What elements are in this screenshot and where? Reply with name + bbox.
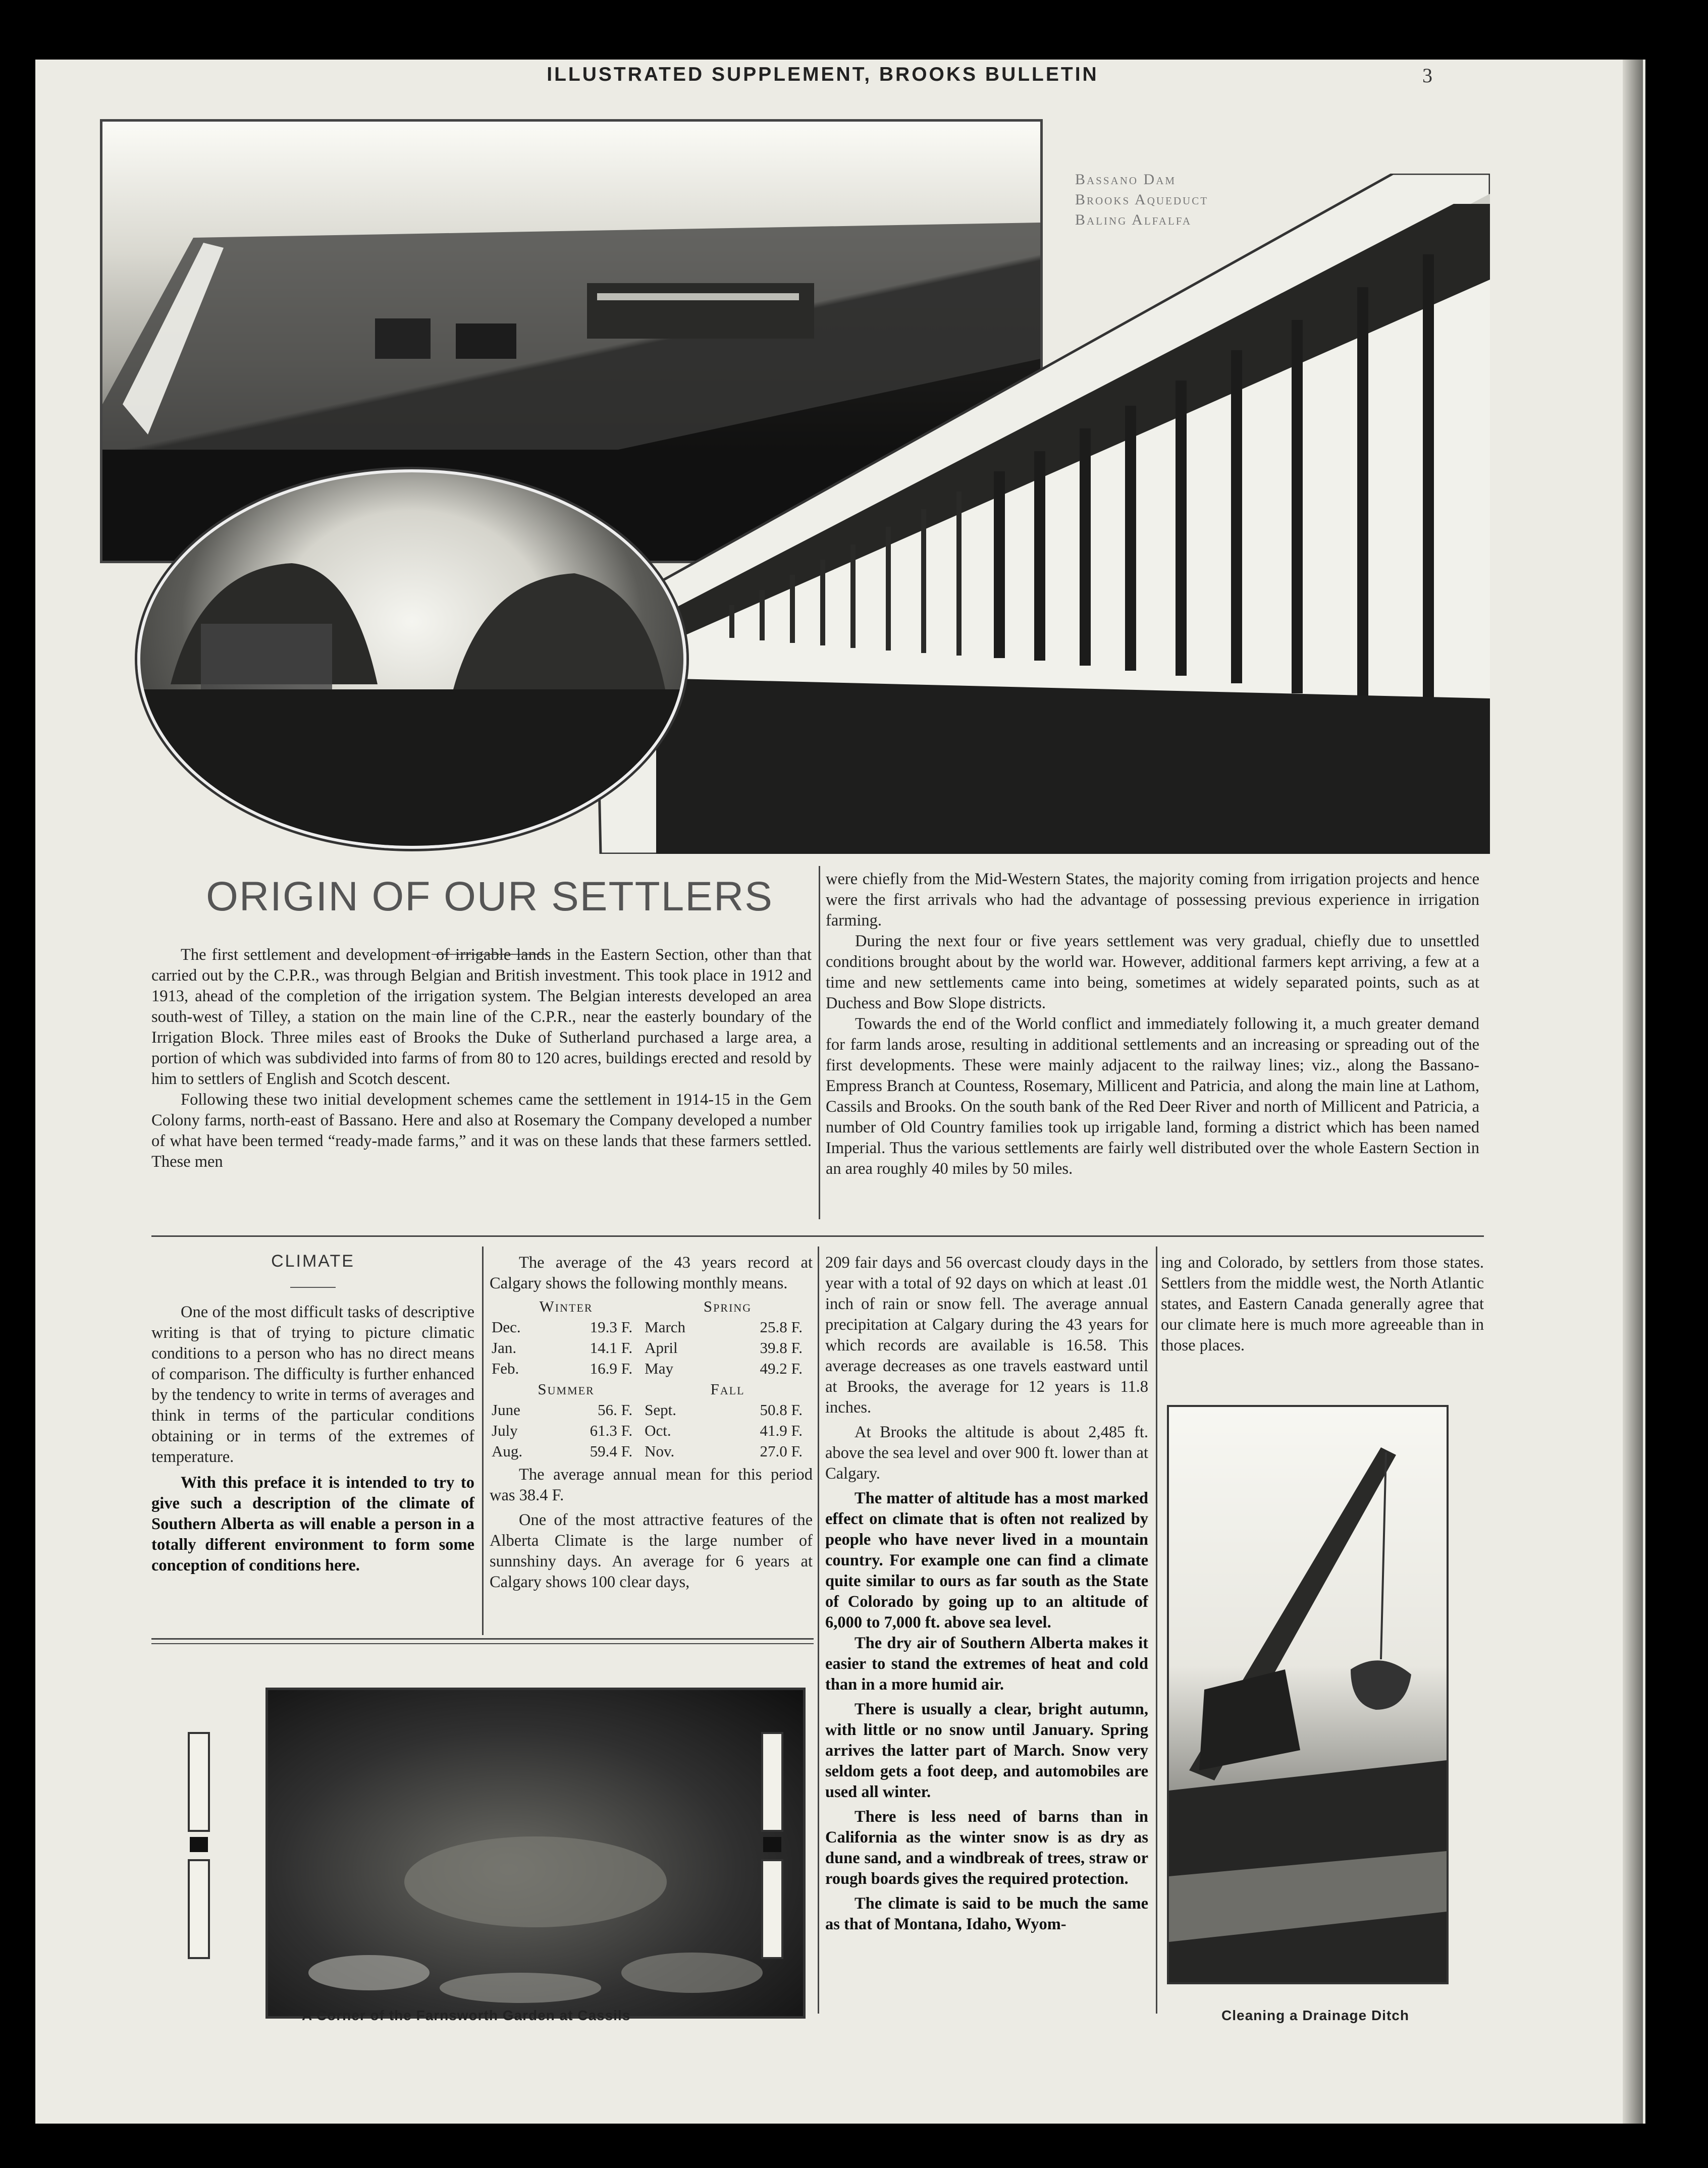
month-label: Jan. — [492, 1339, 517, 1357]
temperature-value: 16.9 F. — [590, 1360, 633, 1377]
temperature-value: 41.9 F. — [760, 1422, 803, 1439]
origin-column-1 — [151, 945, 812, 1172]
page-edge-shadow — [1623, 60, 1643, 2124]
section-rule — [151, 1638, 814, 1640]
climate-paragraph: 209 fair days and 56 overcast cloudy days in the year with a total of 92 days on which at least .01 inch of rain or snow fell. The average annual precipitation at Calgary during the 43 years for which records are available is 16.58. This average decreases as one travels eastward until at Brooks, the average for 12 years is 11.8 inches. — [825, 1254, 1148, 1417]
climate-paragraph: The average of the 43 years record at Calgary shows the following monthly means. — [490, 1254, 813, 1292]
origin-paragraph: were chiefly from the Mid-Western States, the majority coming from irrigation projects and hence were the first arrivals who had the advantage of possessing previous experience in irrigation farming. — [826, 870, 1479, 930]
climate-paragraph: The average annual mean for this period was 38.4 F. — [490, 1466, 813, 1504]
month-label: Feb. — [492, 1360, 519, 1377]
origin-paragraph: During the next four or five years settlement was very gradual, chiefly due to unsettled conditions brought about by the world war. However, additional farmers kept arriving, a few at a time and new settlements came into being, sometimes at widely separated points, such as at Duchess and Bow Slope districts. — [826, 932, 1479, 1012]
page-number: 3 — [1422, 64, 1432, 87]
caption-line-alfalfa: Baling Alfalfa — [1075, 211, 1192, 228]
temperature-value: 61.3 F. — [590, 1422, 633, 1439]
column-divider — [1156, 1246, 1157, 2014]
origin-paragraph: The first settlement and development of irrigable lands in the Eastern Section, other than that carried out by the C.P.R., was through Belgian and British investment. This took place in 1912 and 1913, ahead of the completion of the irrigation system. The Belgian interests developed an area south-west of Tilley, a station on the main line of the C.P.R., near the easterly boundary of the Irrigation Block. Three miles east of Brooks the Duke of Sutherland purchased a large area, a portion of which was subdivided into farms of from 80 to 120 acres, buildings erected and resold by him to settlers of English and Scotch descent. — [151, 946, 812, 1088]
ornament-square — [190, 1837, 208, 1852]
climate-column-4 — [1161, 1253, 1484, 1356]
temperature-value: 50.8 F. — [760, 1401, 803, 1419]
month-label: May — [645, 1360, 673, 1377]
temperature-value: 19.3 F. — [590, 1318, 633, 1336]
column-divider — [819, 866, 820, 1219]
month-label: July — [492, 1422, 518, 1439]
ornament-bar — [761, 1732, 783, 1832]
month-label: April — [645, 1339, 678, 1357]
month-label: Aug. — [492, 1442, 523, 1460]
origin-column-2 — [826, 869, 1479, 1179]
climate-paragraph: One of the most attractive features of the Alberta Climate is the large number of sunnshiny days. An average for 6 years at Calgary shows 100 clear days, — [490, 1511, 813, 1591]
climate-bold-paragraph: With this preface it is intended to try to give such a description of the climate of Southern Alberta as will enable a person in a totally different environment to form some conception of conditions here. — [151, 1474, 474, 1575]
ornament-square — [763, 1837, 781, 1852]
garden-caption: A Corner of the Farnsworth Garden at Cassils — [302, 2008, 631, 2023]
drainage-ditch-photo — [1167, 1405, 1449, 1984]
column-divider — [818, 1246, 819, 2014]
page-header: ILLUSTRATED SUPPLEMENT, BROOKS BULLETIN — [547, 64, 1099, 85]
season-label: Summer — [538, 1380, 595, 1398]
climate-paragraph: ing and Colorado, by settlers from those states. Settlers from the middle west, the North Atlantic states, and Eastern Canada generally agree that our climate here is much more agreeable than in those places. — [1161, 1254, 1484, 1354]
temperature-value: 56. F. — [598, 1401, 633, 1419]
month-label: June — [492, 1401, 520, 1419]
origin-paragraph: Following these two initial development schemes came the settlement in 1914-15 in the Gem Colony farms, north-east of Bassano. Here and also at Rosemary the Company developed a number of what have been termed “ready-made farms,” and it was on these lands that these farmers settled. These men — [151, 1091, 812, 1171]
article-headline: ORIGIN OF OUR SETTLERS — [206, 874, 773, 919]
month-label: Nov. — [645, 1442, 675, 1460]
season-label: Fall — [710, 1380, 745, 1398]
temperature-value: 14.1 F. — [590, 1339, 633, 1357]
temperature-value: 49.2 F. — [760, 1360, 803, 1377]
climate-column-2 — [490, 1253, 813, 1593]
section-rule — [151, 1235, 1484, 1237]
climate-paragraph: The dry air of Southern Alberta makes it easier to stand the extremes of heat and cold than in a more humid air. — [825, 1634, 1148, 1694]
climate-paragraph: The matter of altitude has a most marked effect on climate that is often not realized by people who have never lived in a mountain country. For example one can find a climate quite similar to ours as far south as the State of Colorado by going up to an altitude of 6,000 to 7,000 ft. above sea level. — [825, 1489, 1148, 1632]
climate-paragraph: There is usually a clear, bright autumn, with little or no snow until January. Spring arrives the latter part of March. Snow very seldom gets a foot deep, and automobiles are used all winter. — [825, 1700, 1148, 1801]
climate-paragraph: There is less need of barns than in California as the winter snow is as dry as dune sand, and a windbreak of trees, straw or rough boards gives the required protection. — [825, 1808, 1148, 1888]
ornament-bar — [188, 1732, 210, 1832]
month-label: Dec. — [492, 1318, 521, 1336]
temperature-table — [490, 1296, 813, 1461]
brooks-aqueduct-photo — [596, 174, 1490, 854]
title-underline — [290, 1287, 336, 1288]
crane-caption: Cleaning a Drainage Ditch — [1221, 2008, 1409, 2023]
caption-line-dam: Bassano Dam — [1075, 171, 1177, 188]
month-label: Sept. — [645, 1401, 676, 1419]
origin-paragraph: Towards the end of the World conflict and immediately following it, a much greater demand for farm lands arose, resulting in additional settlements and an increasing or spreading out of the first developments. These were mainly adjacent to the railway lines; viz., along the Bassano-Empress Branch at Countess, Rosemary, Millicent and Patricia, and along the main line at Lathom, Cassils and Brooks. On the south bank of the Red Deer River and north of Millicent and Patricia, a number of Old Country families took up irrigable land, forming a district which has been named Imperial. Thus the various settlements are fairly well distributed over the whole Eastern Section in an area roughly 40 miles by 50 miles. — [826, 1015, 1479, 1178]
farnsworth-garden-photo — [265, 1688, 806, 2019]
climate-title: CLIMATE — [271, 1252, 355, 1271]
climate-paragraph: The climate is said to be much the same as that of Montana, Idaho, Wyom- — [825, 1894, 1148, 1933]
photo-caption-top — [1075, 170, 1208, 230]
climate-column-3 — [825, 1253, 1148, 1935]
climate-paragraph: One of the most difficult tasks of descriptive writing is that of trying to picture climatic conditions to a person who has no direct means of comparison. The difficulty is further enhanced by the tendency to write in terms of averages and think in terms of the particular conditions obtaining or in terms of the extremes of temperature. — [151, 1303, 474, 1466]
temperature-value: 25.8 F. — [760, 1318, 803, 1336]
climate-column-1 — [151, 1302, 474, 1576]
caption-line-aqueduct: Brooks Aqueduct — [1075, 191, 1209, 208]
temperature-value: 39.8 F. — [760, 1339, 803, 1357]
temperature-value: 27.0 F. — [760, 1442, 803, 1460]
baling-alfalfa-photo — [137, 469, 686, 849]
column-divider — [482, 1246, 484, 1635]
season-label: Spring — [703, 1297, 752, 1315]
section-rule — [151, 1643, 814, 1644]
ornament-bar — [761, 1859, 783, 1959]
ornament-bar — [188, 1859, 210, 1959]
climate-paragraph: At Brooks the altitude is about 2,485 ft. above the sea level and over 900 ft. lower than at Calgary. — [825, 1423, 1148, 1483]
season-label: Winter — [539, 1297, 593, 1315]
month-label: March — [645, 1318, 686, 1336]
temperature-value: 59.4 F. — [590, 1442, 633, 1460]
month-label: Oct. — [645, 1422, 671, 1439]
